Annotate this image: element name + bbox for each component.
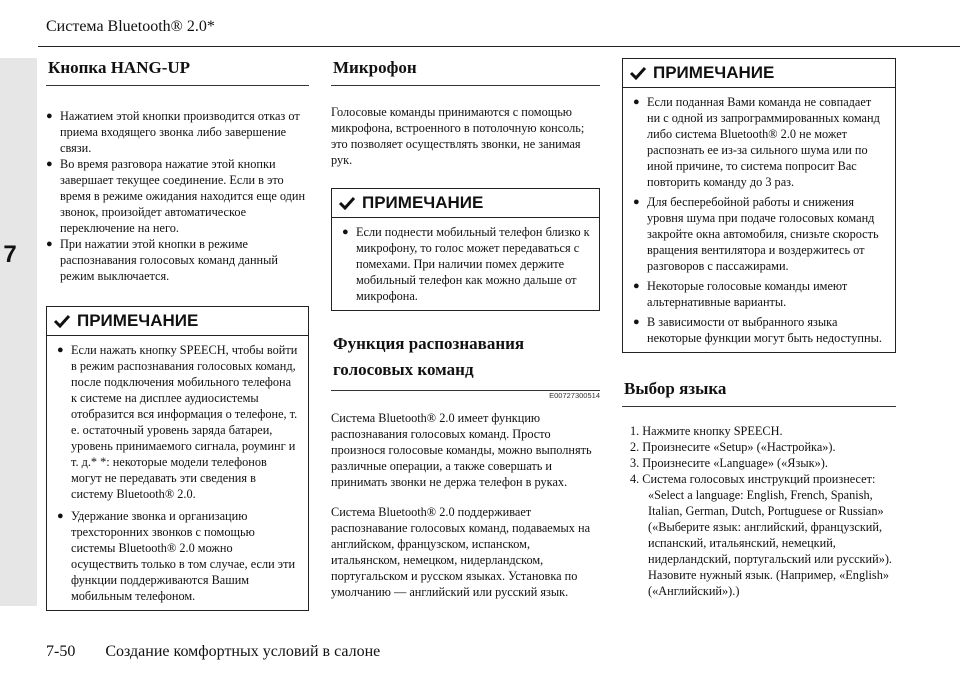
column-mic xyxy=(331,58,600,600)
language-title: Выбор языка xyxy=(622,379,896,407)
note-header xyxy=(623,59,895,88)
note-label: ПРИМЕЧАНИЕ xyxy=(653,63,775,82)
list-item: 3. Произнесите «Language» («Язык»). xyxy=(630,456,828,470)
note-label: ПРИМЕЧАНИЕ xyxy=(362,193,484,212)
check-note-icon xyxy=(338,196,356,210)
hangup-bullets xyxy=(46,108,309,284)
hangup-title: Кнопка HANG-UP xyxy=(46,58,309,86)
voice-paragraph-2: Система Bluetooth® 2.0 поддерживает распознавание голосовых команд, подаваемых на английском, французском, испанском, итальянском, немецком, нидерландском, португальском и русском языках. Установка по умолчанию — английский или русский язык. xyxy=(331,505,591,599)
footer-section: Создание комфортных условий в салоне xyxy=(105,643,381,660)
list-item: ● При нажатии этой кнопки в режиме распознавания голосовых команд данный режим выключается. xyxy=(46,236,309,284)
voice-paragraph-1: Система Bluetooth® 2.0 имеет функцию распознавания голосовых команд. Просто произнося голосовые команды, можно выполнять различные операции, а также совершать и принимать звонки не держа телефон в руках. xyxy=(331,411,592,489)
note-header xyxy=(47,307,308,336)
mic-note xyxy=(331,188,600,311)
list-item: ● Если поднести мобильный телефон близко к микрофону, то голос может передаваться с помехами. При наличии помех держите мобильный телефон как можно дальше от микрофона. xyxy=(342,224,591,304)
page-header-title: Система Bluetooth® 2.0* xyxy=(46,18,215,35)
list-item: ● Если нажать кнопку SPEECH, чтобы войти в режим распознавания голосовых команд, после подключения мобильного телефона к системе на дисплее аудиосистемы отобразится вся информация о телефоне, т. е. остаточный уровень заряда батареи, уровень принимаемого сигнала, роуминг и т. д.* *: некоторые модели телефонов могут не передавать эти сведения в систему Bluetooth® 2.0. xyxy=(57,342,300,502)
mic-text: Голосовые команды принимаются с помощью микрофона, встроенного в потолочную консоль; это позволяет осуществлять звонки, не занимая рук. xyxy=(331,105,585,167)
list-item: 2. Произнесите «Setup» («Настройка»). xyxy=(630,440,836,454)
column-hangup xyxy=(46,58,309,611)
note-header xyxy=(332,189,599,218)
language-steps xyxy=(622,423,896,599)
section-code: E00727300514 xyxy=(549,391,600,400)
voice-note xyxy=(622,58,896,353)
list-item: ● Для бесперебойной работы и снижения уровня шума при подаче голосовых команд закройте окна автомобиля, снизьте скорость вращения вентилятора и воздержитесь от разговоров с пассажирами. xyxy=(633,194,887,274)
chapter-number: 7 xyxy=(3,241,17,268)
list-item: ● Во время разговора нажатие этой кнопки завершает текущее соединение. Если в это время в режиме ожидания находится еще один звонок, произойдет автоматическое переключение на него. xyxy=(46,156,309,236)
header-rule xyxy=(38,46,960,47)
column-language xyxy=(622,58,896,599)
list-item: ● Некоторые голосовые команды имеют альтернативные варианты. xyxy=(633,278,887,310)
list-item: ● Удержание звонка и организацию трехсторонних звонков с помощью системы Bluetooth® 2.0 можно осуществить только в том случае, если эти функции поддерживаются Вашим мобильным телефоном. xyxy=(57,508,300,604)
check-note-icon xyxy=(629,66,647,80)
note-label: ПРИМЕЧАНИЕ xyxy=(77,311,199,330)
list-item: 1. Нажмите кнопку SPEECH. xyxy=(630,424,783,438)
list-item: ● Если поданная Вами команда не совпадает ни с одной из запрограммированных команд либо система Bluetooth® 2.0 не может распознать ее из-за сильного шума или по иной причине, то система попросит Вас повторить команду до 3 раз. xyxy=(633,94,887,190)
list-item: 4. Система голосовых инструкций произнесет: «Select a language: English, French, Spanish, Italian, German, Dutch, Portuguese or Russian» («Выберите язык: английский, французский, испанский, итальянский, немецкий, нидерландский, португальский или русский»). Назовите нужный язык. (Например, «English» («Английский»).) xyxy=(630,472,893,598)
hangup-note xyxy=(46,306,309,611)
chapter-sidebar xyxy=(0,58,37,606)
page-number: 7-50 xyxy=(46,643,76,660)
list-item: ● Нажатием этой кнопки производится отказ от приема входящего звонка либо завершение связи. xyxy=(46,108,309,156)
list-item: ● В зависимости от выбранного языка некоторые функции могут быть недоступны. xyxy=(633,314,887,346)
page-footer xyxy=(46,643,380,661)
voice-title: Функция распознавания голосовых команд xyxy=(331,331,600,391)
mic-title: Микрофон xyxy=(331,58,600,86)
check-note-icon xyxy=(53,314,71,328)
